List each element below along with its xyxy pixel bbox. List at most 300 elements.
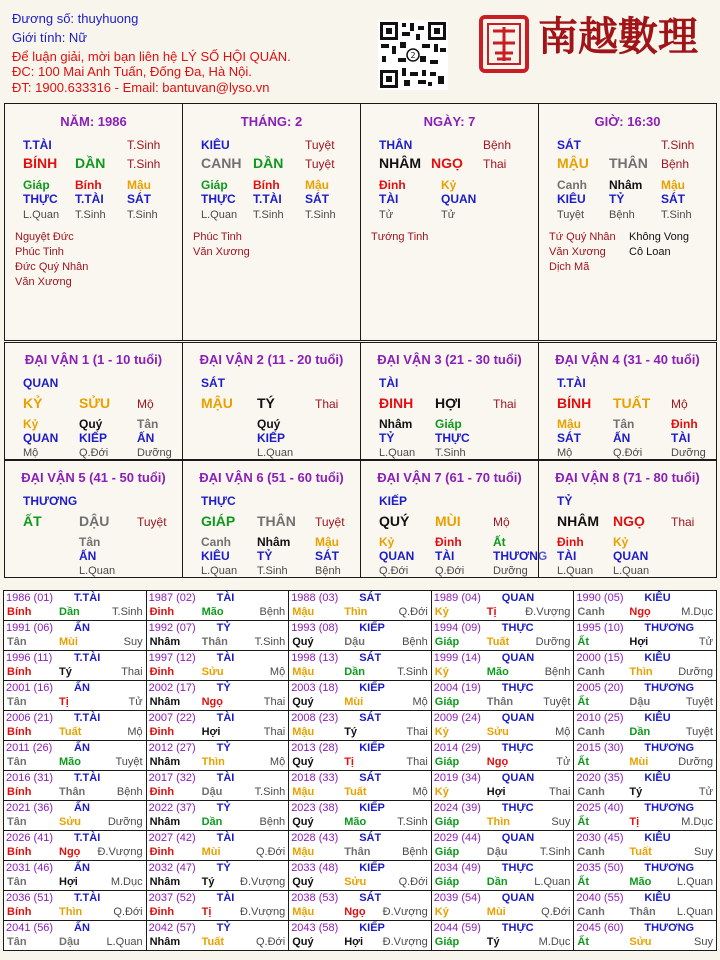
dai-van-box [538, 342, 717, 460]
life-stage: Mộ [127, 726, 143, 738]
ten-god: QUAN [441, 192, 477, 206]
year-cell [288, 590, 432, 621]
year-cell [573, 890, 717, 921]
earthly-branch: Thìn [629, 666, 653, 678]
life-stage: T.Sinh [112, 606, 143, 618]
hidden-stem: Bính [75, 178, 102, 192]
earthly-branch: Dần [344, 666, 365, 678]
heavenly-stem: Kỷ [434, 666, 449, 678]
year-label: 2041 (56) [6, 922, 54, 934]
heavenly-stem: ẤT [23, 513, 42, 529]
year-label: 2045 (60) [576, 922, 624, 934]
life-stage: T.Sinh [539, 846, 571, 858]
life-stage: Tử [379, 209, 394, 221]
life-stage: Thai [263, 726, 286, 738]
hidden-stem: Canh [557, 178, 587, 192]
heavenly-stem: Giáp [434, 816, 460, 828]
ten-god: QUAN [501, 892, 535, 904]
life-stage: L.Quan [557, 565, 594, 577]
heavenly-stem: Tân [7, 816, 27, 828]
earthly-branch: Mão [486, 666, 509, 678]
year-cell [146, 740, 290, 771]
earthly-branch: Sửu [344, 876, 367, 888]
heavenly-stem: Kỷ [434, 726, 449, 738]
earthly-branch: Ngọ [59, 846, 81, 858]
life-stage: Mộ [412, 696, 428, 708]
life-stage: L.Quan [201, 209, 238, 221]
hidden-stem: Mậu [661, 178, 685, 192]
life-stage: Thai [121, 666, 143, 678]
earthly-branch: Mão [59, 756, 81, 768]
life-stage: Tuyệt [315, 515, 345, 529]
life-stage: Bệnh [259, 816, 286, 828]
year-cell [146, 890, 290, 921]
hidden-stem: Kỷ [613, 535, 629, 549]
ten-god: TỶ [216, 802, 231, 814]
heavenly-stem: Bính [7, 606, 32, 618]
heavenly-stem: Mậu [292, 606, 315, 618]
ten-god: THỰC [501, 622, 534, 634]
year-label: 2018 (33) [291, 772, 339, 784]
ten-god: T.TÀI [74, 592, 101, 604]
stem-god: THÂN [379, 138, 413, 152]
dai-van-title: ĐẠI VẬN 2 (11 - 20 tuổi) [199, 352, 344, 367]
earthly-branch: TUẤT [613, 395, 651, 411]
year-label: 1992 (07) [148, 622, 196, 634]
life-stage: T.Sinh [75, 209, 106, 221]
year-cell [573, 860, 717, 891]
year-label: 1994 (09) [433, 622, 481, 634]
ten-god: THỰC [201, 192, 236, 206]
life-stage: Thai [406, 756, 428, 768]
ten-god: KIẾP [359, 922, 385, 934]
year-label: 2014 (29) [433, 742, 481, 754]
heavenly-stem: Đinh [149, 666, 175, 678]
heavenly-stem: Quý [292, 756, 314, 768]
earthly-branch: Hợi [201, 726, 221, 738]
heavenly-stem: Giáp [434, 636, 460, 648]
earthly-branch: Tuất [486, 636, 510, 648]
ten-god: THƯƠNG [644, 922, 695, 934]
year-cell [3, 890, 147, 921]
ten-god: ẤN [74, 922, 90, 934]
branch-note: T.Sinh [127, 157, 161, 171]
earthly-branch: Mùi [486, 906, 506, 918]
year-label: 2021 (36) [6, 802, 54, 814]
life-stage: Tuyệt [685, 696, 713, 708]
heavenly-stem: Ất [577, 756, 589, 768]
earthly-branch: Dậu [344, 636, 365, 648]
earthly-branch: Dần [201, 816, 223, 828]
earthly-branch: Dần [486, 876, 508, 888]
ten-god: THỰC [501, 682, 534, 694]
year-label: 1999 (14) [433, 652, 481, 664]
year-cell [431, 710, 575, 741]
heavenly-stem: Canh [577, 606, 605, 618]
ten-god: SÁT [359, 892, 382, 904]
pillar-title: GIỜ: 16:30 [594, 114, 661, 129]
year-cell [146, 620, 290, 651]
year-cell [146, 770, 290, 801]
year-label: 1989 (04) [433, 592, 481, 604]
year-label: 1995 (10) [576, 622, 624, 634]
ten-god: KIÊU [644, 772, 671, 784]
earthly-branch: Ngọ [344, 906, 366, 918]
life-stage: T.Sinh [397, 816, 428, 828]
phone-email-line: ĐT: 1900.633316 - Email: bantuvan@lyso.vn [12, 80, 270, 95]
dai-van-title: ĐẠI VẬN 8 (71 - 80 tuổi) [555, 470, 700, 485]
earthly-branch: Thân [59, 786, 86, 798]
earthly-branch: SỬU [79, 395, 111, 411]
dai-van-box [4, 460, 183, 578]
ten-god: T.TÀI [74, 832, 101, 844]
ten-god: THƯƠNG [23, 494, 78, 508]
address-line: ĐC: 100 Mai Anh Tuấn, Đống Đa, Hà Nội. [12, 64, 252, 79]
year-cell [3, 860, 147, 891]
svg-text:南越數理: 南越數理 [538, 13, 698, 60]
star-name: Văn Xương [549, 246, 606, 258]
heavenly-stem: Đinh [149, 786, 175, 798]
stem-god: T.TÀI [23, 138, 52, 152]
branch-note: Thai [483, 157, 507, 171]
life-stage: Mộ [269, 756, 286, 768]
life-stage: Dưỡng [678, 666, 713, 678]
star-name: Tướng Tinh [371, 231, 429, 243]
star-name: Nguyệt Đức [15, 231, 74, 243]
year-label: 2038 (53) [291, 892, 339, 904]
ten-god: THƯƠNG [644, 622, 695, 634]
heavenly-stem: KỶ [23, 395, 43, 411]
life-stage: Q.Đới [379, 565, 409, 577]
earthly-branch: THÂN [257, 513, 296, 529]
earthly-branch: Thân [344, 846, 371, 858]
life-stage: T.Sinh [127, 209, 158, 221]
heavenly-stem: Kỷ [434, 786, 449, 798]
life-stage: Mộ [557, 447, 573, 459]
life-stage: L.Quan [257, 447, 294, 459]
year-cell [431, 920, 575, 951]
heavenly-stem: Đinh [149, 846, 175, 858]
year-label: 2000 (15) [576, 652, 624, 664]
year-label: 2003 (18) [291, 682, 339, 694]
heavenly-stem: Bính [7, 726, 32, 738]
life-stage: Bệnh [259, 606, 286, 618]
life-stage: Mộ [493, 515, 510, 529]
heavenly-stem: Mậu [292, 726, 315, 738]
heavenly-stem: Nhâm [149, 816, 181, 828]
year-label: 1991 (06) [6, 622, 54, 634]
year-cell [573, 590, 717, 621]
year-label: 2025 (40) [576, 802, 624, 814]
life-stage: Tử [128, 696, 143, 708]
life-stage: Q.Đới [435, 565, 465, 577]
heavenly-stem: Giáp [434, 756, 460, 768]
life-stage: Bệnh [402, 636, 428, 648]
hidden-stem: Mậu [557, 417, 581, 431]
heavenly-stem: Đinh [149, 906, 175, 918]
earthly-branch: Tị [344, 756, 354, 768]
branch-note: Tuyệt [305, 157, 335, 171]
star-name: Đức Quý Nhân [15, 261, 89, 273]
earthly-branch: Thìn [486, 816, 511, 828]
pillar-title: THÁNG: 2 [240, 114, 303, 129]
year-label: 2007 (22) [148, 712, 196, 724]
year-label: 2023 (38) [291, 802, 339, 814]
hidden-stem: Kỷ [379, 535, 395, 549]
year-cell [288, 920, 432, 951]
life-stage: Dưỡng [671, 447, 706, 459]
life-stage: Dưỡng [535, 636, 571, 648]
life-stage: Bệnh [315, 565, 341, 577]
earthly-branch: NGỌ [613, 513, 645, 529]
pillar-title: NGÀY: 7 [423, 114, 476, 129]
ten-god: KIÊU [644, 652, 671, 664]
life-stage: L.Quan [379, 447, 416, 459]
year-label: 1993 (08) [291, 622, 339, 634]
earthly-branch: Hợi [629, 636, 649, 648]
heavenly-stem: NHÂM [379, 155, 421, 171]
heavenly-stem: Canh [577, 786, 605, 798]
ten-god: TÀI [435, 549, 455, 563]
dai-van-title: ĐẠI VẬN 5 (41 - 50 tuổi) [21, 470, 166, 485]
earthly-branch: Sửu [201, 666, 224, 678]
heavenly-stem: Bính [7, 846, 32, 858]
year-cell [431, 800, 575, 831]
earthly-branch: THÂN [609, 155, 648, 171]
ten-god: QUAN [501, 712, 535, 724]
heavenly-stem: Mậu [292, 906, 315, 918]
ten-god: THỰC [501, 862, 534, 874]
hidden-stem: Đinh [435, 535, 462, 549]
year-label: 1990 (05) [576, 592, 624, 604]
heavenly-stem: BÍNH [23, 155, 58, 171]
year-label: 2042 (57) [148, 922, 196, 934]
year-cell [573, 830, 717, 861]
earthly-branch: Tý [344, 726, 358, 738]
life-stage: Q.Đới [79, 447, 109, 459]
life-stage: Q.Đới [113, 906, 143, 918]
ten-god: KIẾP [379, 494, 408, 508]
ten-god: THỰC [201, 494, 236, 508]
heavenly-stem: Giáp [434, 846, 460, 858]
year-label: 2033 (48) [291, 862, 339, 874]
heavenly-stem: Canh [577, 726, 605, 738]
year-label: 2027 (42) [148, 832, 196, 844]
year-cell [146, 920, 290, 951]
earthly-branch: Sửu [486, 726, 509, 738]
year-cell [146, 710, 290, 741]
life-stage: Thai [406, 726, 428, 738]
ten-god: ẤN [79, 549, 97, 563]
red-seal-stamp [479, 15, 529, 73]
year-cell [573, 650, 717, 681]
year-cell [573, 920, 717, 951]
ten-god: TÀI [216, 892, 235, 904]
ten-god: SÁT [661, 192, 685, 206]
year-cell [573, 740, 717, 771]
ten-god: TÀI [216, 772, 235, 784]
life-stage: Suy [123, 636, 143, 648]
year-cell [431, 890, 575, 921]
life-stage: Dưỡng [678, 756, 713, 768]
earthly-branch: Ngọ [201, 696, 223, 708]
year-cell [146, 590, 290, 621]
year-label: 2036 (51) [6, 892, 54, 904]
ten-god: QUAN [23, 431, 59, 445]
year-label: 2002 (17) [148, 682, 196, 694]
year-cell [288, 680, 432, 711]
ten-god: THƯƠNG [644, 862, 695, 874]
ten-god: TÀI [379, 376, 399, 390]
hidden-stem: Tân [79, 535, 101, 549]
heavenly-stem: Kỷ [434, 606, 449, 618]
ten-god: ẤN [74, 622, 90, 634]
year-cell [288, 800, 432, 831]
life-stage: T.Sinh [397, 666, 428, 678]
ten-god: QUAN [613, 549, 649, 563]
ten-god: TỶ [379, 431, 395, 445]
year-label: 2043 (58) [291, 922, 339, 934]
earthly-branch: Hợi [344, 936, 364, 948]
year-label: 1988 (03) [291, 592, 339, 604]
earthly-branch: Thân [201, 636, 228, 648]
life-stage: Suy [551, 816, 571, 828]
hidden-stem: Tân [137, 417, 159, 431]
life-stage: Mộ [412, 786, 428, 798]
ten-god: SÁT [359, 772, 382, 784]
life-stage: Mộ [555, 726, 571, 738]
heavenly-stem: Ất [577, 876, 589, 888]
ten-god: T.TÀI [253, 192, 282, 206]
ten-god: ẤN [74, 682, 90, 694]
heavenly-stem: ĐINH [379, 395, 414, 411]
year-label: 2037 (52) [148, 892, 196, 904]
life-stage: Suy [694, 846, 713, 858]
brand-calligraphy-logo [538, 10, 708, 60]
hidden-stem: Mậu [127, 178, 151, 192]
life-stage: L.Quan [534, 876, 571, 888]
year-cell [3, 710, 147, 741]
ten-god: TỶ [216, 622, 231, 634]
heavenly-stem: Ất [577, 936, 589, 948]
hidden-stem: Giáp [435, 417, 462, 431]
earthly-branch: Dậu [629, 696, 651, 708]
hidden-stem: Quý [257, 417, 281, 431]
heavenly-stem: Quý [292, 696, 314, 708]
life-stage: M.Dục [110, 876, 143, 888]
heavenly-stem: Tân [7, 876, 27, 888]
hidden-stem: Đinh [557, 535, 584, 549]
year-label: 2019 (34) [433, 772, 481, 784]
year-label: 1997 (12) [148, 652, 196, 664]
ten-god: KIẾP [79, 431, 108, 445]
ten-god: TỶ [216, 742, 231, 754]
heavenly-stem: Nhâm [149, 756, 181, 768]
life-stage: Thai [315, 397, 339, 411]
year-cell [146, 650, 290, 681]
year-label: 1986 (01) [6, 592, 54, 604]
ten-god: TÀI [216, 652, 235, 664]
earthly-branch: Thân [486, 696, 514, 708]
star-name: Văn Xương [193, 246, 250, 258]
dai-van-title: ĐẠI VẬN 7 (61 - 70 tuổi) [377, 470, 522, 485]
heavenly-stem: QUÝ [379, 513, 410, 529]
branch-lifestage: Bệnh [483, 138, 512, 152]
ten-god: TÀI [557, 549, 577, 563]
year-cell [431, 650, 575, 681]
earthly-branch: Mùi [59, 636, 78, 648]
year-cell [288, 770, 432, 801]
life-stage: Bệnh [544, 666, 571, 678]
year-cell [573, 800, 717, 831]
heavenly-stem: Bính [7, 666, 32, 678]
branch-lifestage: Tuyệt [305, 138, 335, 152]
hidden-stem: Tân [613, 417, 635, 431]
earthly-branch: TÝ [257, 395, 275, 411]
ten-god: TÀI [216, 832, 235, 844]
heavenly-stem: Quý [292, 816, 314, 828]
life-stage: L.Quan [676, 876, 713, 888]
life-stage: Suy [694, 936, 713, 948]
ten-god: THỰC [435, 431, 470, 445]
year-cell [431, 680, 575, 711]
ten-god: KIÊU [201, 549, 230, 563]
heavenly-stem: Tân [7, 936, 27, 948]
life-stage: L.Quan [613, 565, 650, 577]
life-stage: Mộ [23, 447, 39, 459]
heavenly-stem: Bính [7, 906, 32, 918]
life-stage: L.Quan [79, 565, 116, 577]
hidden-stem: Nhâm [257, 535, 291, 549]
life-stage: Q.Đới [398, 876, 428, 888]
ten-god: T.TÀI [74, 892, 101, 904]
year-cell [573, 770, 717, 801]
heavenly-stem: Bính [7, 786, 32, 798]
earthly-branch: Thìn [59, 906, 83, 918]
life-stage: Q.Đới [541, 906, 571, 918]
year-label: 2008 (23) [291, 712, 339, 724]
year-cell [3, 590, 147, 621]
life-stage: Bệnh [609, 209, 635, 221]
star-name: Tứ Quý Nhân [549, 231, 616, 243]
life-stage: Q.Đới [255, 936, 286, 948]
life-stage: Bệnh [116, 786, 143, 798]
life-stage: T.Sinh [254, 786, 286, 798]
heavenly-stem: Canh [577, 666, 605, 678]
earthly-branch: Dần [629, 726, 651, 738]
ten-god: KIẾP [359, 862, 385, 874]
year-label: 2009 (24) [433, 712, 481, 724]
heavenly-stem: Mậu [292, 666, 315, 678]
earthly-branch: Dậu [201, 786, 223, 798]
earthly-branch: Sửu [59, 816, 82, 828]
earthly-branch: Tuất [629, 846, 652, 858]
svg-text:2: 2 [410, 51, 416, 60]
earthly-branch: Mùi [201, 846, 221, 858]
year-cell [3, 830, 147, 861]
life-stage: Tử [698, 636, 713, 648]
year-label: 2016 (31) [6, 772, 54, 784]
life-stage: Tuyệt [543, 696, 571, 708]
ten-god: SÁT [359, 832, 382, 844]
heavenly-stem: Giáp [434, 696, 460, 708]
dai-van-box [360, 460, 548, 578]
earthly-branch: MÙI [435, 513, 461, 529]
year-cell [431, 590, 575, 621]
heavenly-stem: Canh [577, 846, 605, 858]
life-stage: T.Sinh [661, 209, 692, 221]
gender-line: Giới tính: Nữ [12, 30, 88, 45]
